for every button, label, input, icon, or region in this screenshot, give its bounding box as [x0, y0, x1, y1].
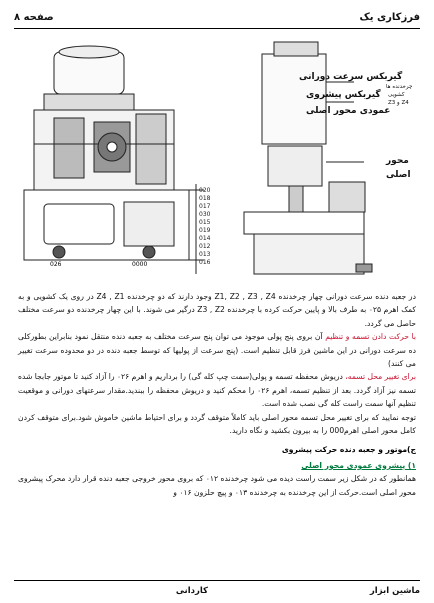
header-rule [14, 28, 420, 29]
label-speed-gearbox: گیربکس سرعت دورانی [299, 72, 403, 82]
label-vertical-spindle: عمودی محور اصلی [306, 106, 391, 116]
paragraph-2-rest: آن بروی پنج پولی موجود می توان پنج سرعت مختلف به جعبه دنده منتقل نمود بنابراین بطورکلی ده سرعت دورانی در این ماشین فرز قابل تنظیم است. (پنج سرعت از پولیها که توسط جعبه دنده در دو محدوده سرعت تغییر می کنند) [18, 332, 416, 369]
label-sliding-2: کشویی [388, 92, 405, 98]
paragraph-4: توجه نمایید که برای تغییر محل تسمه محور اصلی باید کاملاً متوقف گردد و برای احتیاط ماشین خاموش شود.برای متوقف کردن کامل محور اصلی اهرم000 را به بیرون بکشید و نگاه دارید. [18, 412, 416, 436]
paragraph-2 [18, 330, 416, 370]
page-header [14, 8, 420, 26]
paragraph-2-lead: با حرکت دادن تسمه و تنظیم [325, 332, 417, 342]
label-sliding-1: چرخدنده ها [386, 84, 413, 90]
section-title: ج)موتور و جعبه دنده حرکت پیشروی [281, 445, 416, 455]
svg-text:013: 013 [199, 251, 211, 258]
body-text [18, 290, 416, 499]
page-footer [14, 584, 420, 598]
svg-text:019: 019 [199, 227, 211, 234]
svg-text:018: 018 [199, 195, 211, 202]
svg-text:014: 014 [199, 235, 211, 242]
svg-text:012: 012 [199, 243, 211, 250]
svg-text:016: 016 [199, 259, 211, 266]
label-spindle-2: اصلی [386, 170, 411, 180]
svg-text:015: 015 [199, 219, 211, 226]
label-feed-gearbox: گیربکس پیشروی [306, 90, 381, 100]
svg-text:030: 030 [199, 211, 211, 218]
footer-level: کاردانی [175, 586, 209, 596]
header-course-title: فرزکاری یک [359, 11, 420, 23]
header-page-number: صفحه ۸ [14, 11, 54, 23]
paragraph-1: در جعبه دنده سرعت دورانی چهار چرخدنده Z1, Z2 , Z3 , Z4 وجود دارند که دو چرخدنده Z4 , Z1 در روی یک کشویی و به کمک اهرم ۰۲۵ به طرف بالا و پایین حرکت کرده با چرخدنده Z3 , Z2 درگیر می شوند. با این چهار چرخدنده دو سرعت مختلف حاصل می گردد. [18, 292, 416, 328]
label-0000: 0000 [132, 261, 148, 268]
label-sliding-3: Z4 و Z3 [388, 100, 409, 106]
paragraph-3-lead: برای تغییر محل تسمه، [345, 372, 416, 382]
machine-figure [14, 34, 420, 284]
subsection-title: ۱) پیشروی عمودی محور اصلی [301, 460, 416, 470]
footer-rule [14, 580, 420, 581]
footer-subject: ماشین ابزار [369, 586, 420, 596]
label-026: 026 [50, 261, 62, 268]
svg-text:017: 017 [199, 203, 211, 210]
paragraph-5: همانطور که در شکل زیر سمت راست دیده می شود چرخدنده ۰۱۲ که بروی محور خروجی جعبه دنده قرار دارد محرک پیشروی محور اصلی است.حرکت از این چرخدنده به چرخدنده ۰۱۳ و پیچ حلزون ۰۱۶ و [18, 474, 416, 497]
paragraph-3-rest: دریوش محفظه تسمه و پولی(سمت چپ کله گی) را برداریم و اهرم ۰۲۶ را آزاد کنید تا موتور جابجا شده تسمه نیز آزاد گردد. بعد از تنظیم تسمه، اهرم ۰۲۶ را محکم کنید و دریوش محفظه را ببندید.مقدار سرعتهای دورانی و موقعیت تنظیم آنها سمت راست کله گی نصب شده است. [18, 372, 416, 409]
label-spindle-1: محور [386, 156, 409, 166]
paragraph-3 [18, 370, 416, 410]
svg-text:020: 020 [199, 187, 211, 194]
